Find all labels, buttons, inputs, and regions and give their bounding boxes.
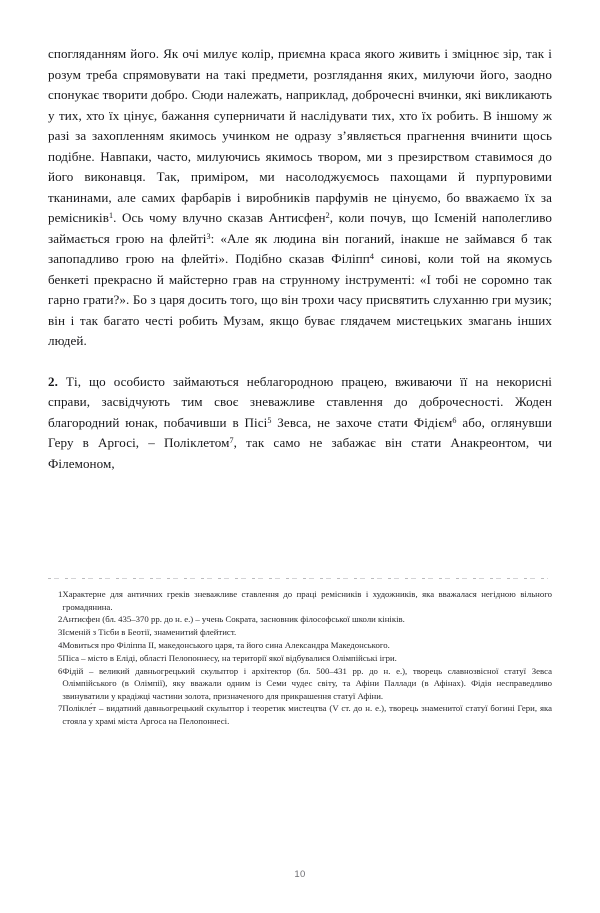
footnote-number: 7	[58, 703, 63, 714]
footnote-text: Фідій – великий давньогрецький скульптор і архітектор (бл. 500–431 рр. до н. е.), творець славнозвісної статуї Зевса Олімпійського (в Олімпії), яку вважали одним із Семи чудес світу, та Афіни Паллади (в Афінах). Фідія несправедливо звинуватили у крадіжці частини золота, призначеного для прикрашення статуї Афіни.	[62, 665, 552, 701]
footnote-item	[48, 639, 552, 652]
footnote-number: 3	[58, 627, 63, 638]
section-number: 2.	[48, 373, 66, 389]
footnote-text: Піса – місто в Еліді, області Пелопоннесу, на території якої відбувалися Олімпійські ігри.	[62, 652, 397, 663]
paragraph-continued	[48, 44, 552, 352]
page-number: 10	[294, 869, 306, 880]
footnote-text: Мовиться про Філіппа II, македонського царя, та його сина Александра Македонського.	[62, 639, 390, 650]
footnote-item	[48, 665, 552, 703]
footnote-item	[48, 702, 552, 727]
footnotes-list	[48, 588, 552, 728]
footnote-item	[48, 626, 552, 639]
footnote-number: 2	[58, 614, 63, 625]
footnote-number: 1	[58, 589, 63, 599]
footnote-text: Ісменій з Тісби в Беотії, знаменитий флейтист.	[62, 627, 237, 638]
footnote-item	[48, 613, 552, 626]
paragraph-section-2	[48, 372, 552, 475]
footnote-text: Характерне для античних греків зневажливе ставлення до праці ремісників і художників, яка вважалася негідною вільного громадянина.	[62, 589, 552, 612]
footnote-text: Антисфен (бл. 435–370 рр. до н. е.) – учень Сократа, засновник філософської школи кініків.	[62, 614, 405, 625]
footnote-item	[48, 652, 552, 665]
footnote-item	[48, 588, 552, 613]
footnote-number: 5	[58, 652, 63, 663]
paragraph-continued-text: спогляданням його. Як очі милує колір, приємна краса якого живить і зміцнює зір, так і розум треба спрямовувати на такі предмети, розглядання яких, милуючи його, заодно спонукає творити добро. Сюди належать, наприклад, доброчесні вчинки, які викликають у тих, хто їх цінує, бажання суперничати й наслідувати тих, хто їх робить. В іншому ж разі за захопленням якимось учинком не одразу з’являється прагнення вчинити щось подібне. Навпаки, часто, милуючись якимось твором, ми з презирством ставимося до його виконавця. Так, приміром, ми насолоджуємось пахощами й пурпуровими тканинами, але самих фарбарів і виробників парфумів не цінуємо, бо вважаємо їх за ремісників$^1$. Ось чому влучно сказав Антисфен$^2$, коли почув, що Ісменій наполегливо займається грою на флейті$^3$: «Але як людина він поганий, інакше не займався б так запопадливо грою на флейті». Подібно сказав Філіпп$^4$ синові, коли той на якомусь бенкеті прекрасно й майстерно грав на струнному інструменті: «І тобі не соромно так гарно грати?». Бо з царя досить того, що він трохи часу присвятить слуханню гри музик; він і так багато честі робить Музам, якщо буває глядачем мистецьких змагань інших людей.	[48, 46, 553, 348]
footnote-number: 4	[58, 639, 63, 650]
footnote-text: Полікле́т – видатний давньогрецький скульптор і теоретик мистецтва (V ст. до н. е.), творець знаменитої статуї богині Гери, яка стояла у храмі міста Аргоса на Пелопоннесі.	[62, 703, 552, 727]
body-text-column	[48, 44, 552, 474]
footnote-number: 6	[58, 665, 63, 676]
footnote-separator-rule	[48, 578, 548, 579]
paragraph-section-2-text: Ті, що особисто займаються неблагородною працею, вживаючи її на некорисні справи, засвідчують тим своє зневажливе ставлення до доброчесності. Жоден благородний юнак, побачивши в Пісі$^5$ Зевса, не захоче стати Фідієм$^6$ або, оглянувши Геру в Аргосі, – Поліклетом$^7$, так само не забажає він стати Анакреонтом, чи Філемоном,	[48, 373, 552, 471]
